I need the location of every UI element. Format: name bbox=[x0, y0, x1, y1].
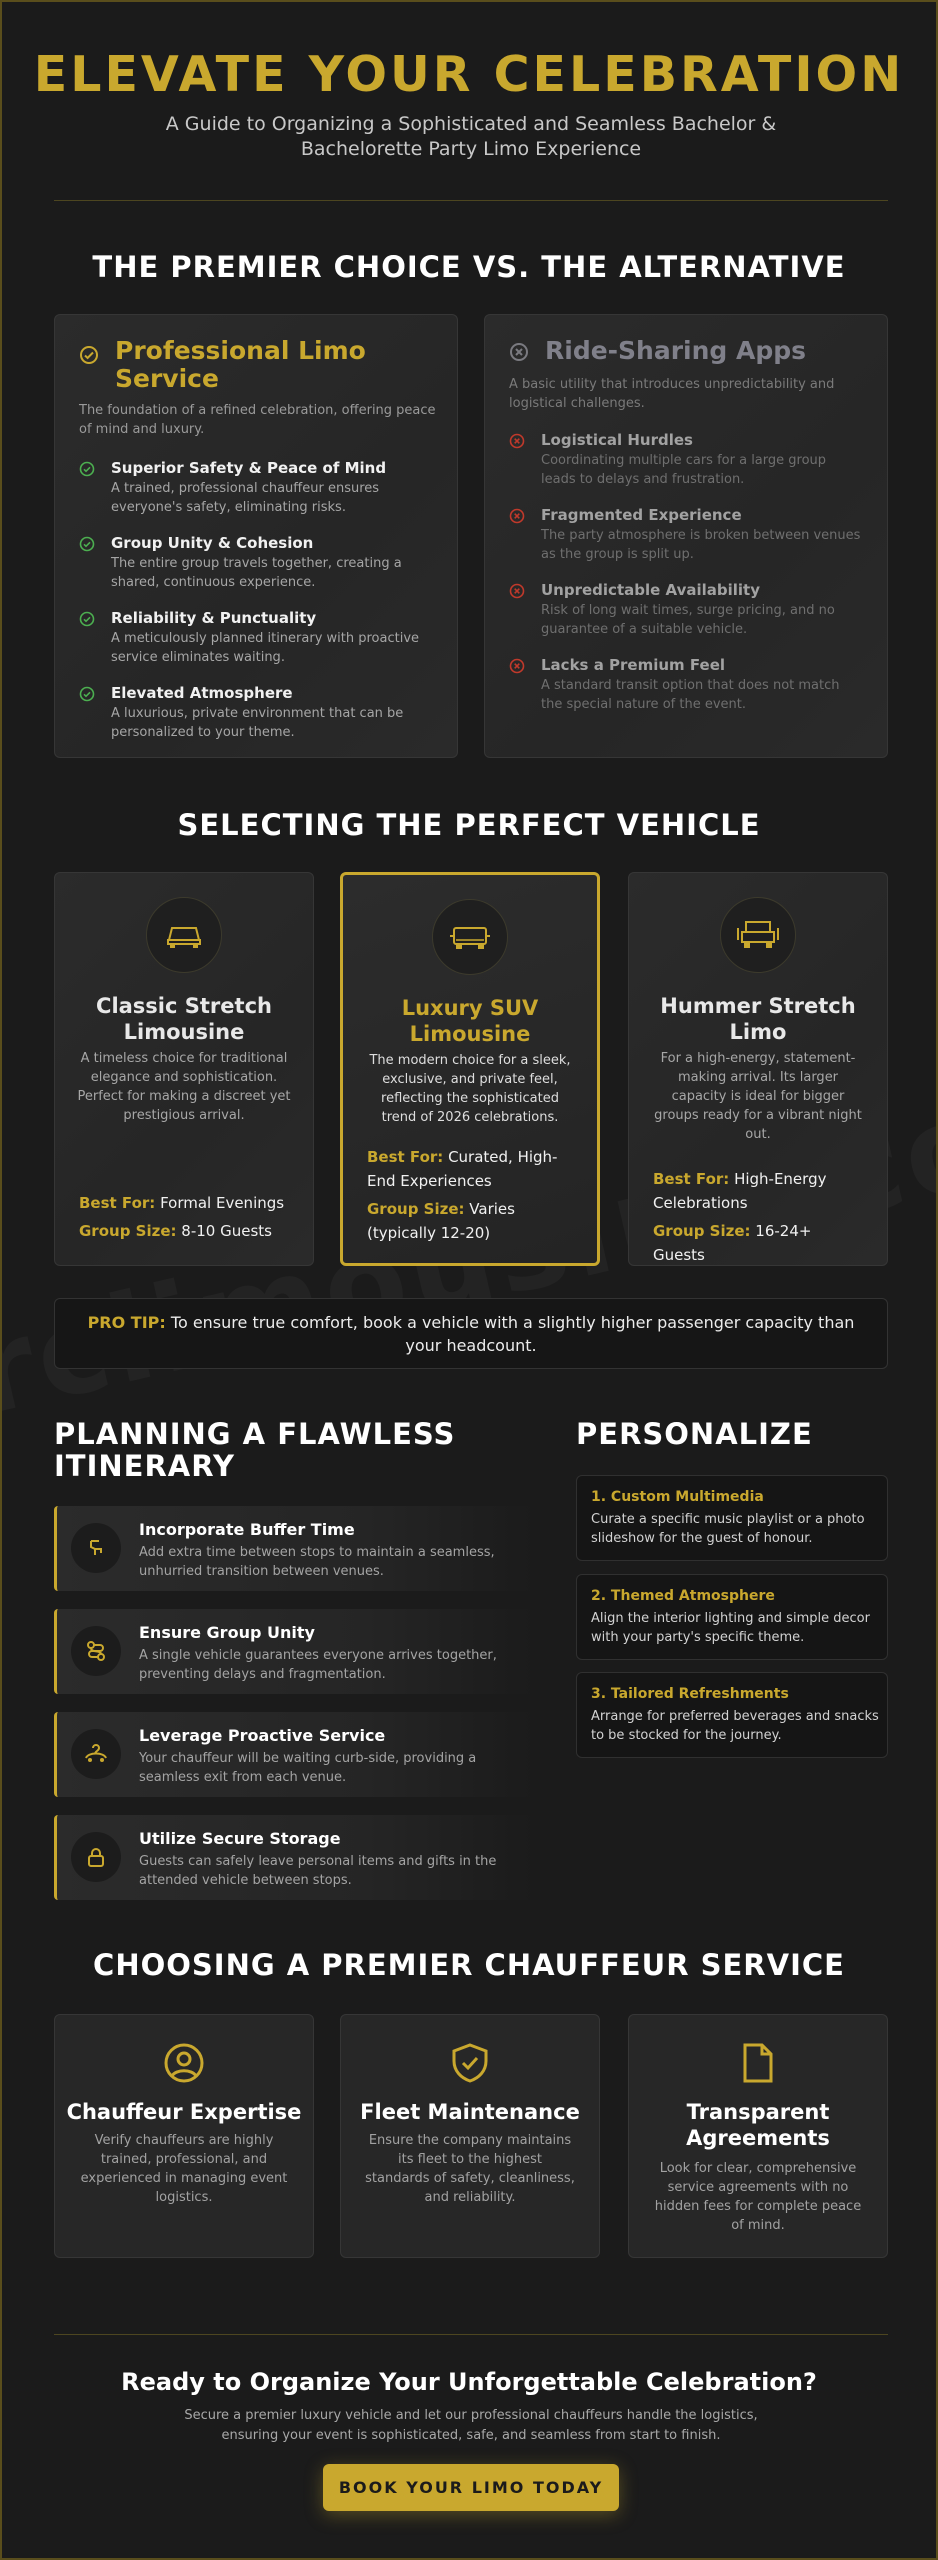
shield-check-icon bbox=[448, 2041, 492, 2085]
item-desc: Coordinating multiple cars for a large group leads to delays and frustration. bbox=[541, 453, 827, 487]
plan-desc: Add extra time between stops to maintain a seamless, unhurried transition between venues. bbox=[139, 1545, 495, 1579]
item-title: Reliability & Punctuality bbox=[111, 609, 317, 627]
list-item bbox=[79, 609, 433, 667]
check-icon bbox=[79, 536, 95, 552]
personalize-item-desc: Curate a specific music playlist or a photo slideshow for the guest of honour. bbox=[591, 1512, 865, 1546]
item-title: Logistical Hurdles bbox=[541, 431, 693, 449]
divider bbox=[54, 200, 888, 201]
plan-desc: A single vehicle guarantees everyone arrives together, preventing delays and fragmentation. bbox=[139, 1648, 497, 1682]
size-label: Group Size: bbox=[367, 1200, 465, 1218]
pro-tip bbox=[54, 1298, 888, 1369]
suv-icon bbox=[448, 922, 492, 952]
vehicle-icon-badge bbox=[432, 899, 508, 975]
pro-title: Professional Limo Service bbox=[115, 336, 366, 393]
item-title: Fragmented Experience bbox=[541, 506, 742, 524]
best-label: Best For: bbox=[79, 1194, 156, 1212]
best-value: Curated, High-End Experiences bbox=[367, 1148, 558, 1190]
list-item bbox=[509, 656, 863, 714]
pro-tip-text: To ensure true comfort, book a vehicle with a slightly higher passenger capacity than your headcount. bbox=[170, 1313, 855, 1355]
vehicle-group-size bbox=[367, 1197, 577, 1245]
personalize-item bbox=[576, 1574, 888, 1660]
personalize-item-desc: Align the interior lighting and simple decor with your party's specific theme. bbox=[591, 1611, 870, 1645]
con-title: Ride-Sharing Apps bbox=[545, 336, 807, 365]
chauffeur-card-desc: Ensure the company maintains its fleet to the highest standards of safety, cleanliness, and reliability. bbox=[365, 2133, 575, 2205]
plan-title: Ensure Group Unity bbox=[139, 1623, 315, 1642]
item-title: Group Unity & Cohesion bbox=[111, 534, 314, 552]
item-desc: The entire group travels together, creating a shared, continuous experience. bbox=[111, 556, 402, 590]
plan-icon-badge bbox=[71, 1523, 121, 1573]
vehicle-name: Hummer Stretch Limo bbox=[660, 994, 856, 1044]
planning-item bbox=[54, 1815, 534, 1900]
item-desc: A meticulously planned itinerary with proactive service eliminates waiting. bbox=[111, 631, 420, 665]
hourglass-icon bbox=[86, 1538, 106, 1558]
document-icon bbox=[736, 2041, 780, 2085]
x-icon bbox=[509, 583, 525, 599]
personalize-item-title: 3. Tailored Refreshments bbox=[591, 1686, 789, 1702]
plan-desc: Guests can safely leave personal items and gifts in the attended vehicle between stops. bbox=[139, 1854, 497, 1888]
item-title: Unpredictable Availability bbox=[541, 581, 760, 599]
con-card bbox=[484, 314, 888, 758]
list-item bbox=[79, 684, 433, 742]
pro-description: The foundation of a refined celebration, offering peace of mind and luxury. bbox=[79, 403, 436, 437]
item-desc: Risk of long wait times, surge pricing, and no guarantee of a suitable vehicle. bbox=[541, 603, 835, 637]
list-item bbox=[79, 459, 433, 517]
close-circle-icon bbox=[509, 342, 529, 362]
chauffeur-card bbox=[340, 2014, 600, 2258]
best-value: High-Energy Celebrations bbox=[653, 1170, 827, 1212]
car-door-icon bbox=[83, 1744, 109, 1764]
check-circle-icon bbox=[79, 345, 99, 365]
plan-desc: Your chauffeur will be waiting curb-side, providing a seamless exit from each venue. bbox=[139, 1751, 477, 1785]
item-desc: The party atmosphere is broken between venues as the group is split up. bbox=[541, 528, 861, 562]
best-value: Formal Evenings bbox=[160, 1194, 285, 1212]
personalize-title: PERSONALIZE bbox=[576, 1417, 813, 1451]
item-desc: A trained, professional chauffeur ensures everyone's safety, eliminating risks. bbox=[111, 481, 380, 515]
item-title: Lacks a Premium Feel bbox=[541, 656, 726, 674]
pro-tip-label: PRO TIP: bbox=[87, 1313, 166, 1332]
personalize-item-desc: Arrange for preferred beverages and snacks to be stocked for the journey. bbox=[591, 1709, 879, 1743]
x-icon bbox=[509, 508, 525, 524]
plan-title: Leverage Proactive Service bbox=[139, 1726, 386, 1745]
user-circle-icon bbox=[162, 2041, 206, 2085]
cta-subtitle: Secure a premier luxury vehicle and let our professional chauffeurs handle the logistics, ensuring your event is sophisticated, safe, and seamless from start to finish. bbox=[184, 2408, 758, 2443]
divider bbox=[54, 2334, 888, 2335]
con-list bbox=[509, 431, 863, 731]
plan-title: Utilize Secure Storage bbox=[139, 1829, 341, 1848]
list-item bbox=[509, 431, 863, 489]
page-title: ELEVATE YOUR CELEBRATION bbox=[33, 46, 905, 103]
plan-icon-badge bbox=[71, 1729, 121, 1779]
vehicle-best-for bbox=[79, 1191, 293, 1215]
vehicle-card-classic[interactable] bbox=[54, 872, 314, 1266]
chauffeur-card-title: Fleet Maintenance bbox=[360, 2100, 580, 2124]
vehicles-title: SELECTING THE PERFECT VEHICLE bbox=[177, 808, 761, 842]
planning-item bbox=[54, 1506, 534, 1591]
planning-title: PLANNING A FLAWLESS ITINERARY bbox=[54, 1417, 456, 1483]
list-item bbox=[509, 581, 863, 639]
vehicle-icon-badge bbox=[146, 897, 222, 973]
vehicle-group-size bbox=[79, 1219, 293, 1243]
item-title: Elevated Atmosphere bbox=[111, 684, 293, 702]
comparison-title: THE PREMIER CHOICE VS. THE ALTERNATIVE bbox=[92, 250, 846, 284]
classic-car-icon bbox=[164, 920, 204, 950]
chauffeur-card-title: Transparent Agreements bbox=[686, 2100, 830, 2150]
page-subtitle: A Guide to Organizing a Sophisticated and Seamless Bachelor & Bachelorette Party Limo Experience bbox=[165, 113, 777, 160]
size-value: Varies (typically 12-20) bbox=[367, 1200, 515, 1242]
cta-title: Ready to Organize Your Unforgettable Celebration? bbox=[121, 2368, 817, 2396]
lock-icon bbox=[86, 1846, 106, 1868]
x-icon bbox=[509, 658, 525, 674]
route-icon bbox=[84, 1639, 108, 1663]
personalize-item-title: 1. Custom Multimedia bbox=[591, 1489, 764, 1505]
con-description: A basic utility that introduces unpredictability and logistical challenges. bbox=[509, 377, 835, 411]
vehicle-desc: For a high-energy, statement-making arrival. Its larger capacity is ideal for bigger groups ready for a vibrant night out. bbox=[654, 1051, 862, 1142]
personalize-item bbox=[576, 1475, 888, 1561]
chauffeur-card bbox=[54, 2014, 314, 2258]
plan-icon-badge bbox=[71, 1832, 121, 1882]
best-label: Best For: bbox=[653, 1170, 730, 1188]
pro-list bbox=[79, 459, 433, 759]
check-icon bbox=[79, 686, 95, 702]
personalize-item-title: 2. Themed Atmosphere bbox=[591, 1588, 775, 1604]
plan-icon-badge bbox=[71, 1626, 121, 1676]
vehicle-best-for bbox=[367, 1145, 577, 1193]
vehicle-best-for bbox=[653, 1167, 867, 1215]
vehicle-icon-badge bbox=[720, 897, 796, 973]
check-icon bbox=[79, 461, 95, 477]
size-value: 16-24+ Guests bbox=[653, 1222, 812, 1264]
vehicle-card-hummer[interactable] bbox=[628, 872, 888, 1266]
vehicle-card-suv[interactable] bbox=[340, 872, 600, 1266]
plan-title: Incorporate Buffer Time bbox=[139, 1520, 355, 1539]
size-value: 8-10 Guests bbox=[181, 1222, 272, 1240]
vehicle-name: Luxury SUV Limousine bbox=[401, 996, 539, 1046]
size-label: Group Size: bbox=[79, 1222, 177, 1240]
best-label: Best For: bbox=[367, 1148, 444, 1166]
pro-card bbox=[54, 314, 458, 758]
chauffeur-card-title: Chauffeur Expertise bbox=[66, 2100, 302, 2124]
planning-item bbox=[54, 1609, 534, 1694]
vehicle-name: Classic Stretch Limousine bbox=[96, 994, 272, 1044]
book-limo-button[interactable]: BOOK YOUR LIMO TODAY bbox=[323, 2464, 619, 2511]
chauffeur-card bbox=[628, 2014, 888, 2258]
item-title: Superior Safety & Peace of Mind bbox=[111, 459, 387, 477]
chauffeur-card-desc: Look for clear, comprehensive service agreements with no hidden fees for complete peace of mind. bbox=[654, 2161, 862, 2233]
list-item bbox=[509, 506, 863, 564]
hummer-icon bbox=[736, 918, 780, 952]
chauffeur-title: CHOOSING A PREMIER CHAUFFEUR SERVICE bbox=[93, 1948, 845, 1982]
size-label: Group Size: bbox=[653, 1222, 751, 1240]
item-desc: A standard transit option that does not match the special nature of the event. bbox=[541, 678, 840, 712]
vehicle-desc: The modern choice for a sleek, exclusive, and private feel, reflecting the sophisticated trend of 2026 celebrations. bbox=[369, 1053, 571, 1125]
check-icon bbox=[79, 611, 95, 627]
x-icon bbox=[509, 433, 525, 449]
vehicle-desc: A timeless choice for traditional elegance and sophistication. Perfect for making a discreet yet prestigious arrival. bbox=[77, 1051, 291, 1123]
item-desc: A luxurious, private environment that can be personalized to your theme. bbox=[111, 706, 404, 740]
chauffeur-card-desc: Verify chauffeurs are highly trained, professional, and experienced in managing event logistics. bbox=[80, 2133, 288, 2205]
personalize-item bbox=[576, 1672, 888, 1758]
vehicle-group-size bbox=[653, 1219, 867, 1267]
planning-item bbox=[54, 1712, 534, 1797]
list-item bbox=[79, 534, 433, 592]
